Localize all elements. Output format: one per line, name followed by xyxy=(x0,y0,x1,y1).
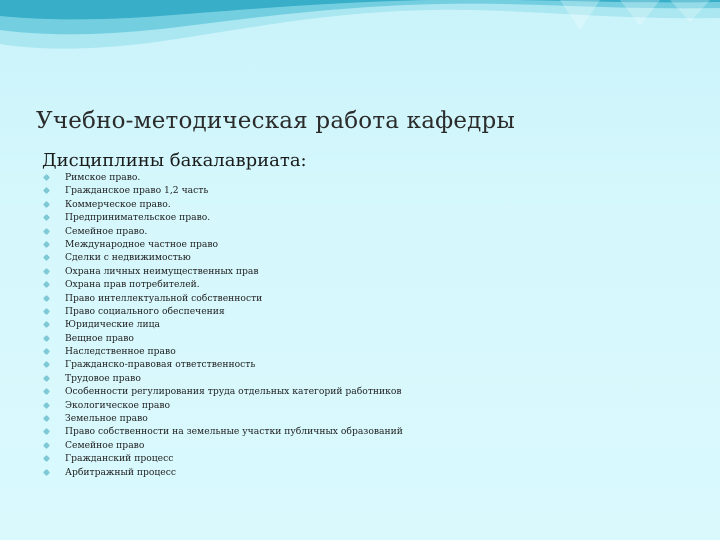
list-item xyxy=(44,238,403,251)
bullet-icon xyxy=(43,308,50,315)
list-item xyxy=(44,318,403,331)
list-item xyxy=(44,278,403,291)
list-item xyxy=(44,305,403,318)
list-item-label: Арбитражный процесс xyxy=(65,466,177,478)
list-item xyxy=(44,425,403,438)
list-item-label: Земельное право xyxy=(65,413,148,425)
list-item xyxy=(44,184,403,197)
list-item-label: Особенности регулирования труда отдельных категорий работников xyxy=(65,386,402,398)
list-item-label: Право социального обеспечения xyxy=(65,305,225,317)
bullet-icon xyxy=(43,254,50,261)
list-item-label: Предпринимательское право. xyxy=(65,212,211,224)
bullet-icon xyxy=(43,281,50,288)
list-item-label: Трудовое право xyxy=(65,372,141,384)
bullet-icon xyxy=(43,268,50,275)
list-item xyxy=(44,225,403,238)
list-item-label: Гражданско-правовая ответственность xyxy=(65,359,256,371)
list-item-label: Сделки с недвижимостью xyxy=(65,252,191,264)
list-item xyxy=(44,372,403,385)
list-item xyxy=(44,345,403,358)
bullet-icon xyxy=(43,442,50,449)
bullet-icon xyxy=(43,187,50,194)
list-item-label: Римское право. xyxy=(65,172,141,183)
bullet-icon xyxy=(43,241,50,248)
list-item-label: Охрана прав потребителей. xyxy=(65,279,200,291)
list-item-label: Вещное право xyxy=(65,332,134,344)
bullet-icon xyxy=(43,174,50,181)
list-item-label: Гражданское право 1,2 часть xyxy=(65,185,209,197)
bullet-icon xyxy=(43,228,50,235)
list-item xyxy=(44,171,403,184)
list-item-label: Семейное право xyxy=(65,439,145,451)
bullet-icon xyxy=(43,402,50,409)
bullet-icon xyxy=(43,375,50,382)
bullet-icon xyxy=(43,415,50,422)
list-item xyxy=(44,265,403,278)
list-item-label: Семейное право. xyxy=(65,225,148,237)
list-item-label: Охрана личных неимущественных прав xyxy=(65,265,259,277)
list-item-label: Юридические лица xyxy=(65,319,160,331)
list-item xyxy=(44,466,403,479)
list-item xyxy=(44,251,403,264)
list-item xyxy=(44,412,403,425)
bullet-icon xyxy=(43,455,50,462)
list-item-label: Международное частное право xyxy=(65,238,219,250)
bullet-icon xyxy=(43,348,50,355)
list-item xyxy=(44,332,403,345)
list-item-label: Право интеллектуальной собственности xyxy=(65,292,263,304)
list-item xyxy=(44,439,403,452)
list-item xyxy=(44,292,403,305)
list-item xyxy=(44,399,403,412)
bullet-icon xyxy=(43,428,50,435)
list-item xyxy=(44,358,403,371)
list-item-label: Коммерческое право. xyxy=(65,198,171,210)
list-item-label: Экологическое право xyxy=(65,399,171,411)
discipline-list xyxy=(44,171,403,479)
list-item xyxy=(44,385,403,398)
list-item-label: Наследственное право xyxy=(65,346,176,358)
bullet-icon xyxy=(43,388,50,395)
slide-subtitle: Дисциплины бакалавриата: xyxy=(42,150,307,171)
bullet-icon xyxy=(43,201,50,208)
slide-title: Учебно-методическая работа кафедры xyxy=(36,108,515,134)
bullet-icon xyxy=(43,335,50,342)
bullet-icon xyxy=(43,321,50,328)
list-item-label: Гражданский процесс xyxy=(65,453,174,465)
bullet-icon xyxy=(43,214,50,221)
bullet-icon xyxy=(43,294,50,301)
list-item xyxy=(44,198,403,211)
bullet-icon xyxy=(43,361,50,368)
wave-decoration xyxy=(0,0,720,80)
list-item-label: Право собственности на земельные участки публичных образований xyxy=(65,426,403,438)
bullet-icon xyxy=(43,469,50,476)
list-item xyxy=(44,452,403,465)
list-item xyxy=(44,211,403,224)
